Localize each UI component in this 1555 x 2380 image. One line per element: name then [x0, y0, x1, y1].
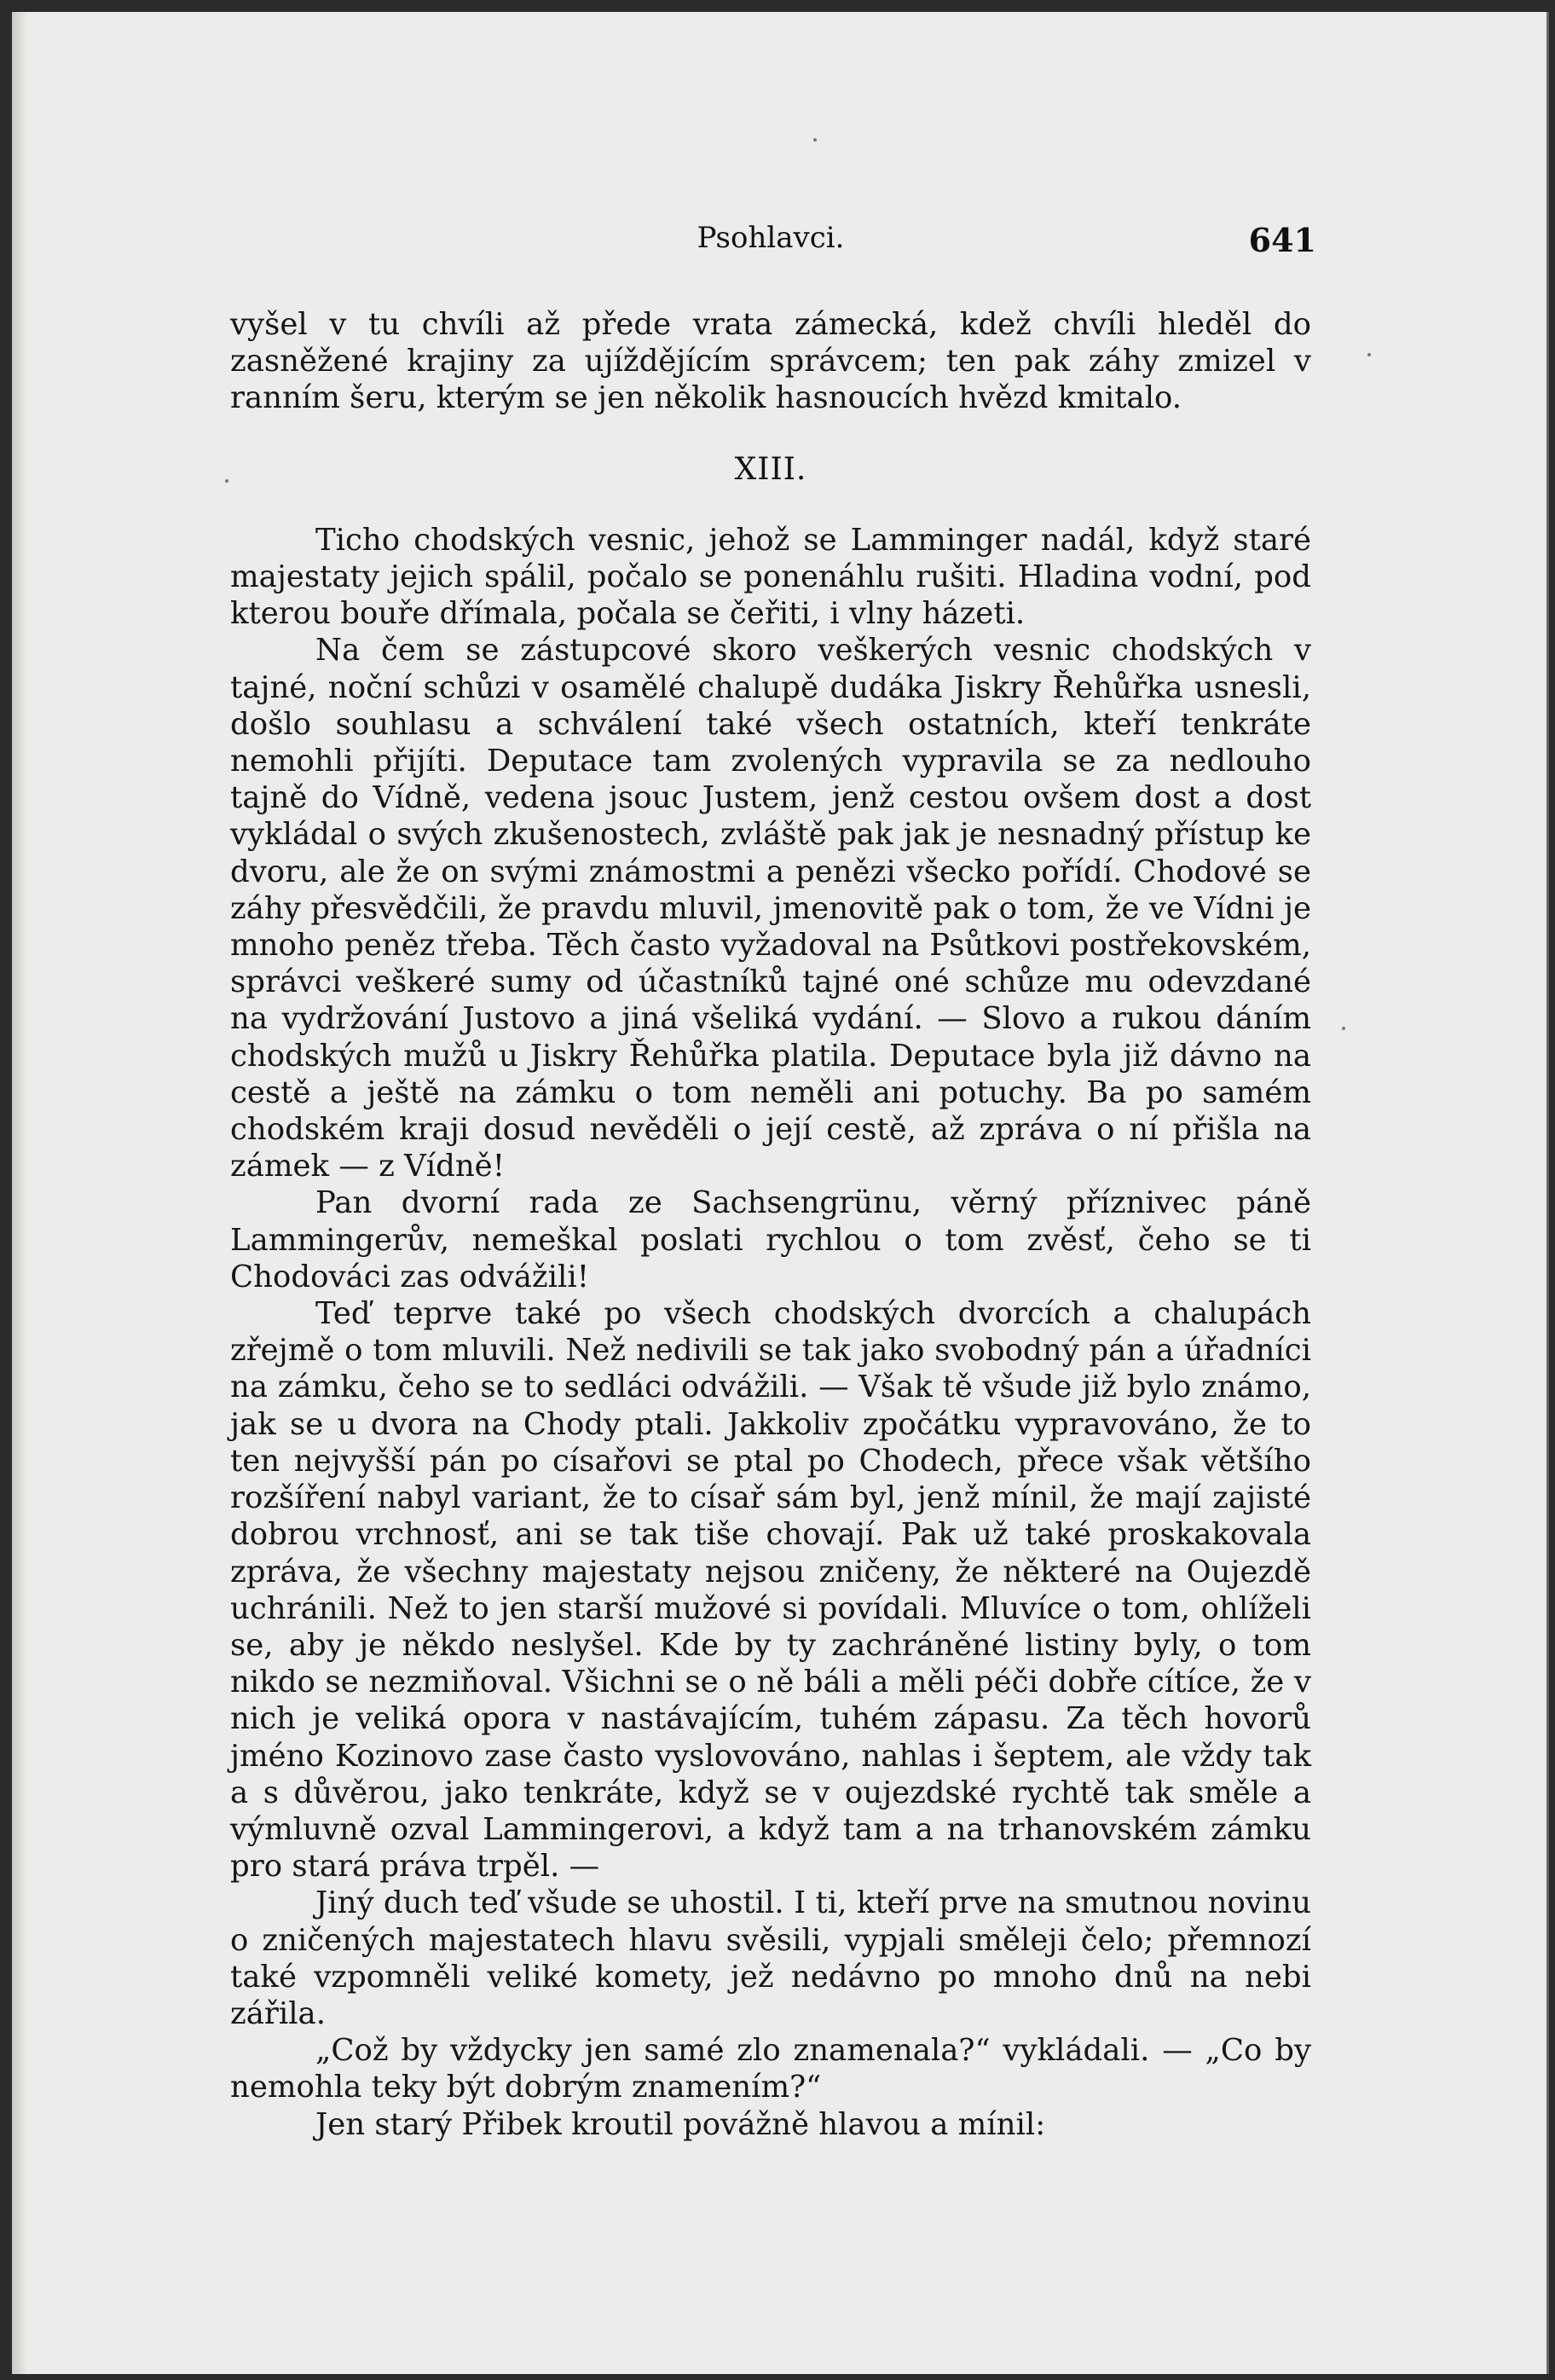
paragraph: Ticho chodských vesnic, jehož se Lamminger nadál, když staré majestaty jejich spálil, počalo se ponenáhlu rušiti. Hladina vodní, pod kterou bouře dřímala, počala se čeřiti, i vlny házeti. — [230, 522, 1311, 632]
running-title: Psohlavci. — [697, 221, 845, 255]
page-number: 641 — [1248, 221, 1316, 259]
paragraph: Teď teprve také po všech chodských dvorcích a chalupách zřejmě o tom mluvili. Než nedivili se tak jako svobodný pán a úřadníci na zámku, čeho se to sedláci odvážili. — Však tě všude již bylo známo, jak se u dvora na Chody ptali. Jakkoliv zpočátku vypravováno, že to ten nejvyšší pán po císařovi se ptal po Chodech, přece však většího rozšíření nabyl variant, že to císař sám byl, jenž mínil, že mají zajisté dobrou vrchnosť, ani se tak tiše chovají. Pak už také proskakovala zpráva, že všechny majestaty nejsou zničeny, že některé na Oujezdě uchránili. Než to jen starší mužové si povídali. Mluvíce o tom, ohlíželi se, aby je někdo neslyšel. Kde by ty zachráněné listiny byly, o tom nikdo se nezmiňoval. Všichni se o ně báli a měli péči dobře cítíce, že v nich je veliká opora v nastávajícím, tuhém zápasu. Za těch hovorů jméno Kozinovo zase často vyslovováno, nahlas i šeptem, ale vždy tak a s důvěrou, jako tenkráte, když se v oujezdské rychtě tak směle a výmluvně ozval Lammingerovi, a když tam a na trhanovském zámku pro stará práva trpěl. — — [230, 1296, 1311, 1885]
text-body — [230, 306, 1311, 2143]
paper-speck — [1367, 353, 1371, 356]
paragraph: „Což by vždycky jen samé zlo znamenala?“ vykládali. — „Co by nemohla teky být dobrým znamením?“ — [230, 2033, 1311, 2105]
paragraph: Pan dvorní rada ze Sachsengrünu, věrný příznivec páně Lammingerův, nemeškal poslati rychlou o tom zvěsť, čeho se ti Chodováci zas odvážili! — [230, 1185, 1311, 1294]
paper-speck — [813, 138, 817, 142]
chapter-heading: XIII. — [734, 451, 807, 487]
paragraph-continued: vyšel v tu chvíli až přede vrata zámecká, kdež chvíli hleděl do zasněžené krajiny za ujíždějícím správcem; ten pak záhy zmizel v ranním šeru, kterým se jen několik hasnoucích hvězd kmitalo. — [230, 307, 1311, 416]
page-spine-shadow — [12, 12, 27, 2374]
paragraph: Jiný duch teď všude se uhostil. I ti, kteří prve na smutnou novinu o zničených majestatech hlavu svěsili, vypjali směleji čelo; přemnozí také vzpomněli veliké komety, jež nedávno po mnoho dnů na nebi zářila. — [230, 1885, 1311, 2031]
paragraph: Jen starý Přibek kroutil povážně hlavou a mínil: — [315, 2106, 1046, 2142]
book-page — [12, 12, 1549, 2374]
paragraph: Na čem se zástupcové skoro veškerých vesnic chodských v tajné, noční schůzi v osamělé chalupě dudáka Jiskry Řehůřka usnesli, došlo souhlasu a schválení také všech ostatních, kteří tenkráte nemohli přijíti. Deputace tam zvolených vypravila se za nedlouho tajně do Vídně, vedena jsouc Justem, jenž cestou ovšem dost a dost vykládal o svých zkušenostech, zvláště pak jak je nesnadný přístup ke dvoru, ale že on svými známostmi a penězi všecko pořídí. Chodové se záhy přesvědčili, že pravdu mluvil, jmenovitě pak o tom, že ve Vídni je mnoho peněz třeba. Těch často vyžadoval na Psůtkovi postřekovském, správci veškeré sumy od účastníků tajné oné schůze mu odevzdané na vydržování Justovo a jiná všeliká vydání. — Slovo a rukou dáním chodských mužů u Jiskry Řehůřka platila. Deputace byla již dávno na cestě a ještě na zámku o tom neměli ani potuchy. Ba po samém chodském kraji dosud nevěděli o její cestě, až zpráva o ní přišla na zámek — z Vídně! — [230, 633, 1311, 1184]
running-head — [225, 221, 1316, 263]
paper-speck — [1342, 1027, 1345, 1030]
paper-speck — [225, 479, 228, 483]
